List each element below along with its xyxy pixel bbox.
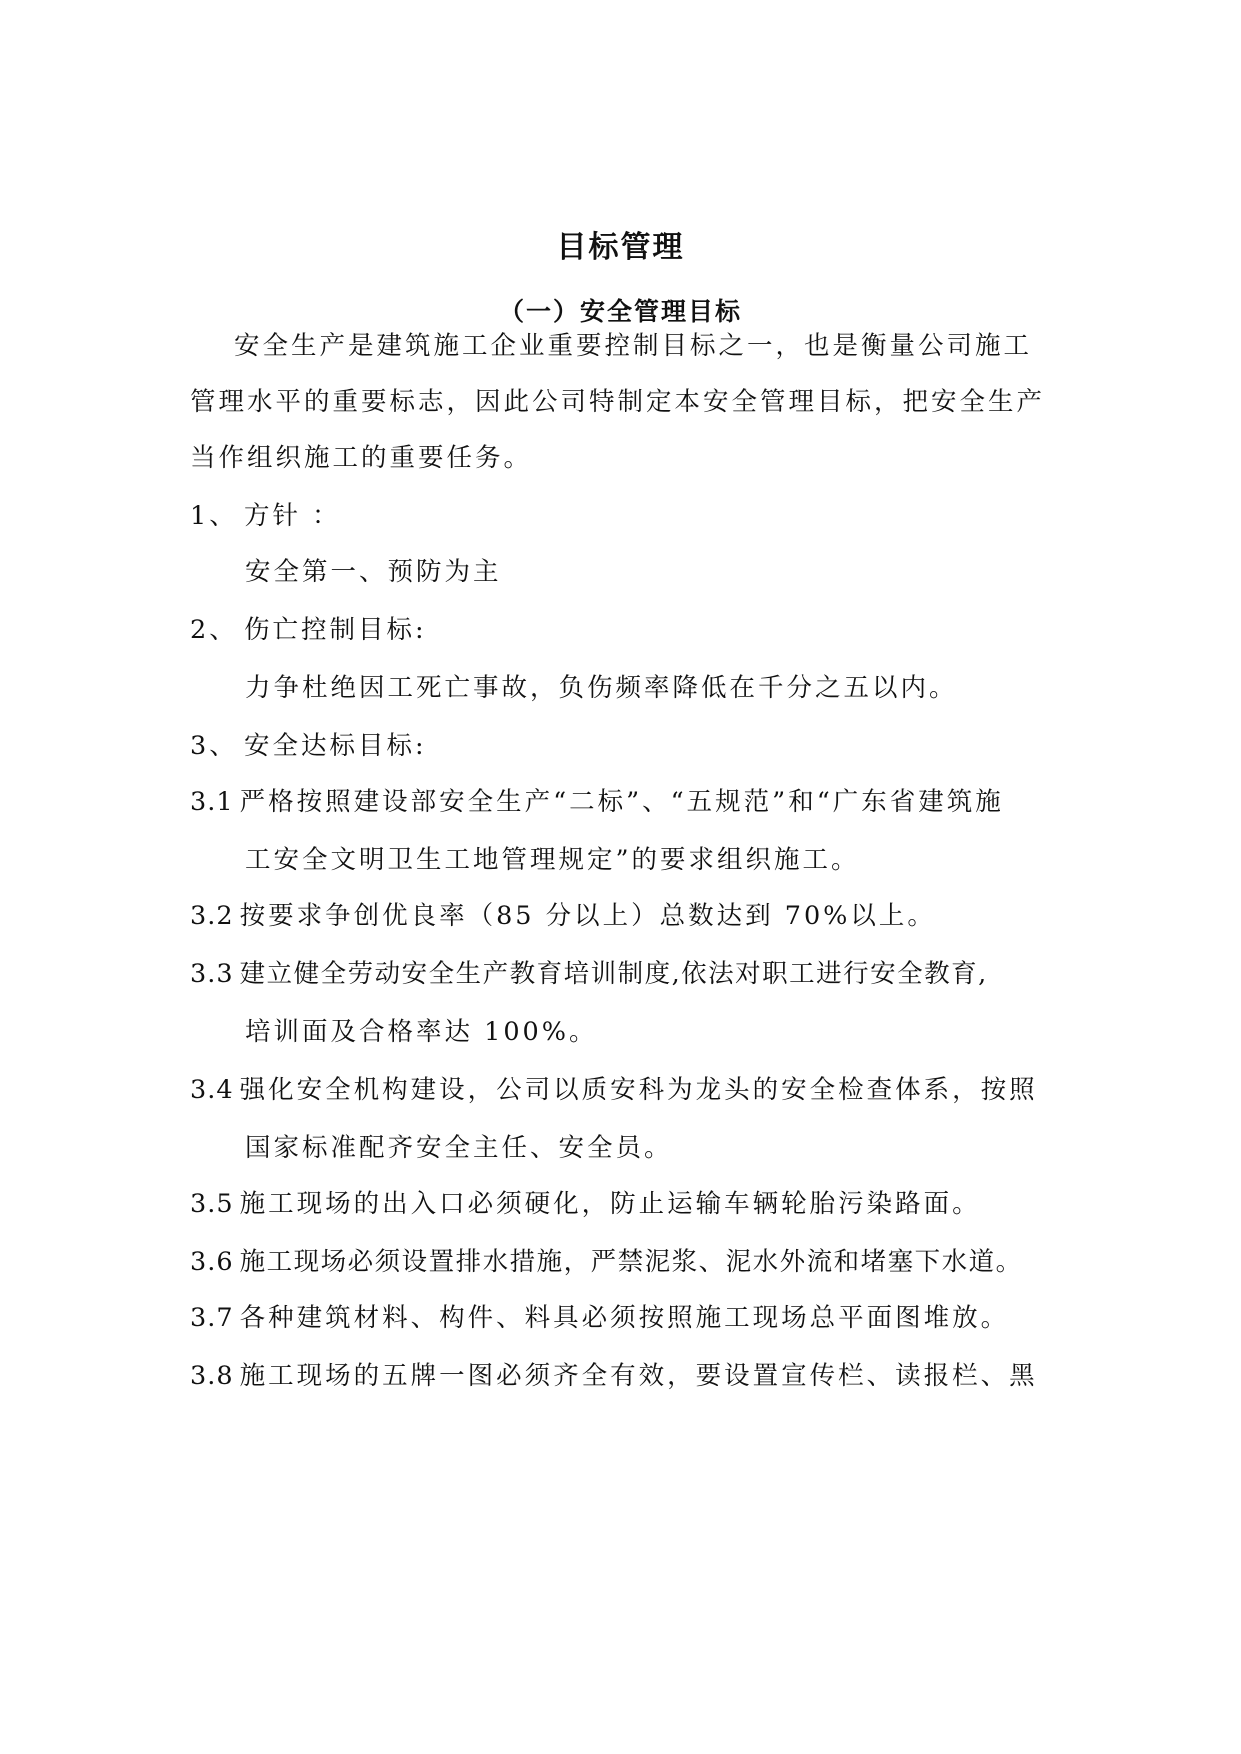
sub-item-3-1-continuation: 工安全文明卫生工地管理规定”的要求组织施工。	[245, 845, 860, 875]
item-1-heading	[190, 498, 341, 534]
sub-item-3-1	[190, 784, 1004, 820]
sub-item-3-6	[190, 1244, 1023, 1280]
sub-item-3-5-text: 施工现场的出入口必须硬化，防止运输车辆轮胎污染路面。	[239, 1189, 981, 1219]
sub-item-3-4-text: 强化安全机构建设，公司以质安科为龙头的安全检查体系，按照	[239, 1075, 1038, 1105]
item-2-body: 力争杜绝因工死亡事故，负伤频率降低在千分之五以内。	[245, 673, 958, 703]
sub-item-3-3-text: 建立健全劳动安全生产教育培训制度,依法对职工进行安全教育,	[239, 959, 988, 989]
sub-item-3-5	[190, 1186, 981, 1222]
sub-item-3-8-number: 3.8	[190, 1361, 234, 1391]
item-2-label: 伤亡控制目标:	[244, 615, 427, 645]
sub-item-3-8	[190, 1358, 1038, 1394]
item-1-label: 方针 ：	[244, 501, 341, 531]
sub-item-3-4-continuation: 国家标准配齐安全主任、安全员。	[245, 1133, 673, 1163]
sub-item-3-4	[190, 1072, 1038, 1108]
sub-item-3-3	[190, 956, 988, 992]
sub-item-3-7	[190, 1300, 1009, 1336]
sub-item-3-7-number: 3.7	[190, 1303, 234, 1333]
item-3-number: 3、	[190, 731, 238, 761]
item-2-heading	[190, 612, 427, 648]
sub-item-3-4-number: 3.4	[190, 1075, 234, 1105]
sub-item-3-7-text: 各种建筑材料、构件、料具必须按照施工现场总平面图堆放。	[239, 1303, 1010, 1333]
sub-item-3-5-number: 3.5	[190, 1189, 234, 1219]
item-1-number: 1、	[190, 501, 238, 531]
sub-item-3-1-number: 3.1	[190, 787, 234, 817]
item-3-heading	[190, 728, 427, 764]
section-heading: （一）安全管理目标	[498, 297, 742, 326]
sub-item-3-6-number: 3.6	[190, 1247, 234, 1277]
sub-item-3-2-text: 按要求争创优良率（85 分以上）总数达到 70%以上。	[239, 901, 936, 931]
document-title: 目标管理	[556, 230, 685, 265]
item-1-body: 安全第一、预防为主	[245, 557, 502, 587]
intro-line-2: 管理水平的重要标志，因此公司特制定本安全管理目标，把安全生产	[190, 387, 1046, 417]
sub-item-3-8-text: 施工现场的五牌一图必须齐全有效，要设置宣传栏、读报栏、黑	[239, 1361, 1038, 1391]
item-3-label: 安全达标目标:	[244, 731, 427, 761]
sub-item-3-6-text: 施工现场必须设置排水措施，严禁泥浆、泥水外流和堵塞下水道。	[239, 1247, 1023, 1277]
item-2-number: 2、	[190, 615, 238, 645]
sub-item-3-3-number: 3.3	[190, 959, 234, 989]
intro-line-1: 安全生产是建筑施工企业重要控制目标之一，也是衡量公司施工	[234, 331, 1033, 361]
intro-line-3: 当作组织施工的重要任务。	[190, 443, 533, 473]
sub-item-3-2-number: 3.2	[190, 901, 234, 931]
sub-item-3-1-text: 严格按照建设部安全生产“二标”、“五规范”和“广东省建筑施	[239, 787, 1004, 817]
sub-item-3-2	[190, 898, 936, 934]
sub-item-3-3-continuation: 培训面及合格率达 100%。	[245, 1017, 598, 1047]
